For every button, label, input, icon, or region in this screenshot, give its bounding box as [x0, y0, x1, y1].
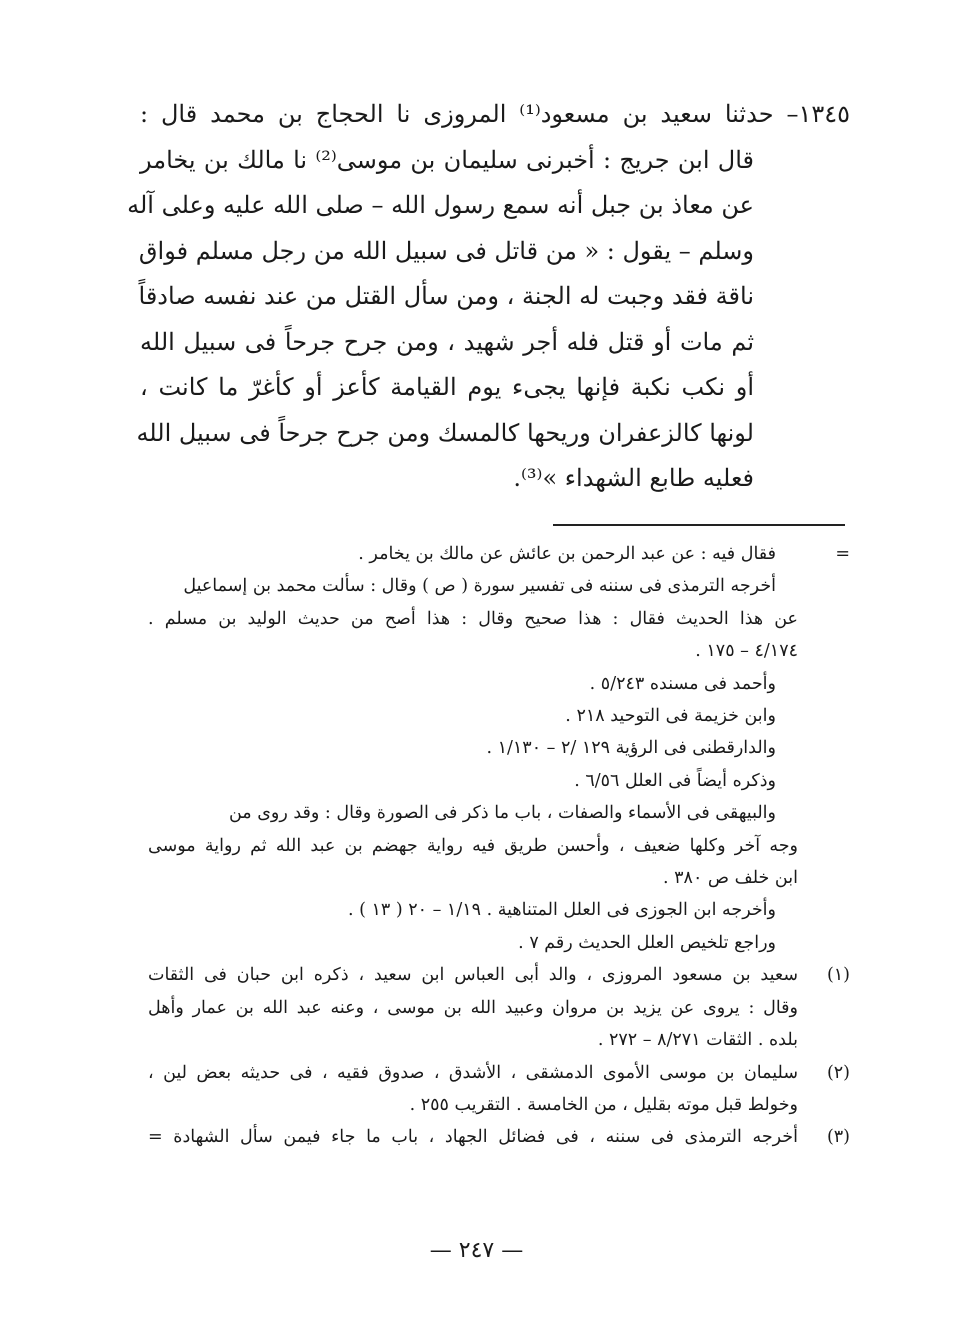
- footnote-line: ابن خلف ص ٣٨٠ .: [663, 868, 798, 889]
- hadith-line: ١٣٤٥– حدثنا سعيد بن مسعود⁽¹⁾ المروزى نا الحجاج بن محمد قال :: [140, 100, 851, 128]
- hadith-text: [127, 92, 851, 502]
- hadith-line: ثم مات أو قتل فله أجر شهيد ، ومن جرح جرحاً فى سبيل الله: [140, 327, 754, 356]
- hadith-line: أو نكب نكبة فإنها يجىء يوم القيامة كأعز أو كأغرّ ما كانت ،: [140, 373, 754, 401]
- footnote-line: والبيهقى فى الأسماء والصفات ، باب ما ذكر فى الصورة وقال : وقد روى من: [228, 803, 776, 824]
- footnote-marker: (٢): [826, 1062, 850, 1083]
- footnote-line: أخرجه الترمذى فى سننه ، فى فضائل الجهاد ، باب ما جاء فيمن سأل الشهادة =: [148, 1127, 798, 1148]
- footnote-line: وأحمد فى مسنده ٥/٢٤٣ .: [589, 673, 776, 694]
- footnote-line: أخرجه الترمذى فى سننه فى تفسير سورة ( ص ) وقال : سألت محمد بن إسماعيل: [183, 576, 776, 597]
- footnote-3: [148, 1121, 850, 1153]
- hadith-line: عن معاذ بن جبل أنه سمع رسول الله – صلى الله عليه وعلى آله: [127, 191, 754, 219]
- footnote-marker: (١): [826, 965, 850, 986]
- footnote-line: بلده . الثقات ٨/٢٧١ – ٢٧٢ .: [597, 1030, 798, 1051]
- footnote-continuation: [148, 538, 850, 959]
- page-number: — ٢٤٧ —: [429, 1238, 524, 1263]
- footnote-line: وأخرجه ابن الجوزى فى العلل المتناهية . ١/١٩ – ٢٠ ( ١٣ ) .: [347, 900, 776, 921]
- footnote-line: وراجع تلخيص العلل الحديث رقم ٧ .: [518, 932, 776, 953]
- hadith-line: وسلم – يقول : « من قاتل فى سبيل الله من رجل مسلم فواق: [138, 236, 754, 265]
- hadith-line: قال ابن جريج : أخبرنى سليمان بن موسى⁽²⁾ نا مالك بن يخامر: [140, 145, 754, 174]
- footnote-line: عن هذا الحديث فقال : هذا صحيح وقال : هذا أصح من حديث الوليد بن مسلم .: [148, 608, 798, 629]
- footnote-line: ٤/١٧٤ – ١٧٥ .: [695, 641, 798, 662]
- hadith-line: لونها كالزعفران وريحها كالمسك ومن جرح جرحاً فى سبيل الله: [136, 418, 754, 447]
- footnote-line: سليمان بن موسى الأموى الدمشقى ، الأشدق ، صدوق فقيه ، فى حديثه بعض لين ،: [148, 1062, 798, 1083]
- footnote-marker: =: [835, 544, 850, 564]
- footnote-line: وقال : يروى عن يزيد بن مروان وعبيد الله بن موسى ، وعنه عبد الله بن عمار وأهل: [148, 997, 798, 1018]
- footnote-line: وذكره أيضاً فى العلل ٦/٥٦ .: [574, 770, 776, 791]
- footnote-line: فقال فيه : عن عبد الرحمن بن عائش عن مالك بن يخامر .: [358, 544, 776, 564]
- footnote-2: [148, 1057, 850, 1122]
- footnote-divider: [553, 524, 845, 526]
- hadith-line: فعليه طابع الشهداء »⁽³⁾.: [513, 464, 754, 492]
- footnote-line: وجه آخر وكلها ضعيف ، وأحسن طريق فيه رواية جهضم بن عبد الله ثم رواية موسى: [148, 835, 798, 856]
- hadith-line: ناقة فقد وجبت له الجنة ، ومن سأل القتل من عند نفسه صادقاً: [138, 282, 754, 310]
- footnote-line: والدارقطنى فى الرؤية ١٢٩ /٢ – ١/١٣٠ .: [486, 738, 776, 759]
- footnote-line: وخولط قبل موته بقليل ، من الخامسة . التقريب ٢٥٥ .: [409, 1094, 798, 1115]
- footnote-marker: (٣): [826, 1127, 850, 1148]
- footnote-1: [148, 959, 850, 1056]
- footnotes: [148, 538, 850, 1154]
- footnote-line: وابن خزيمة فى التوحيد ٢١٨ .: [565, 706, 776, 727]
- footnote-line: سعيد بن مسعود المروزى ، والد أبى العباس ابن سعيد ، ذكره ابن حبان فى الثقات: [148, 965, 798, 986]
